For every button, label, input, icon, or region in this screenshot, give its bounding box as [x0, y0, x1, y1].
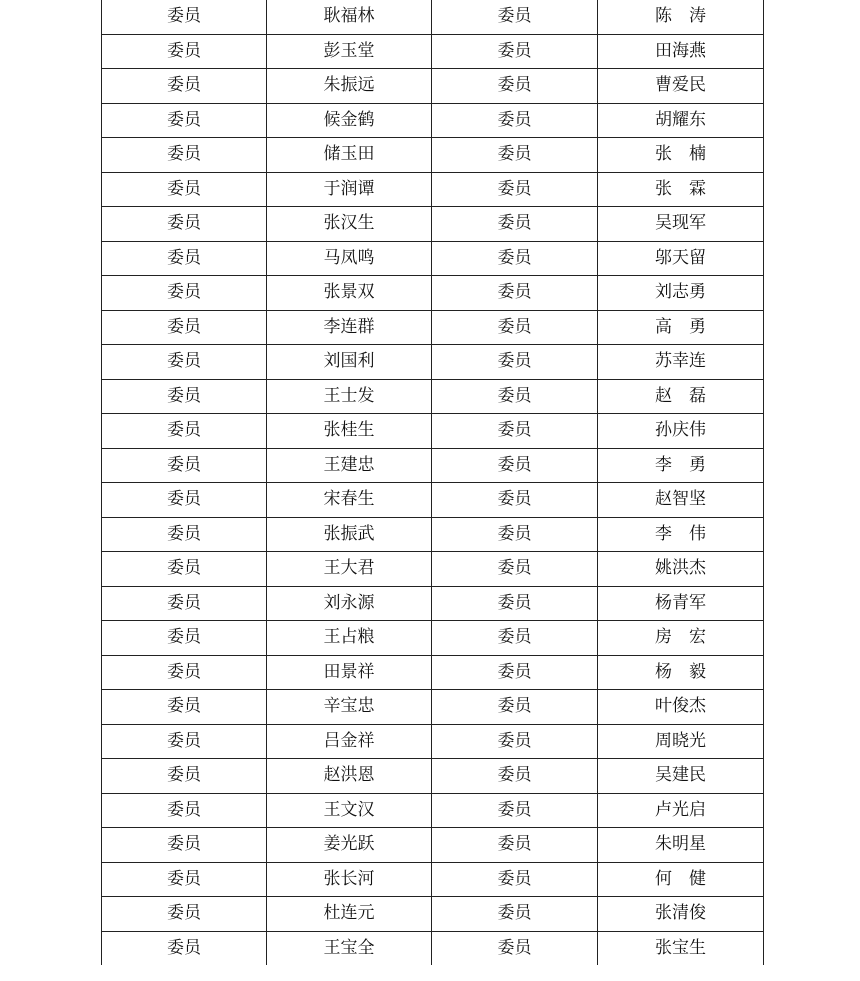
role-cell: 委员	[432, 345, 598, 380]
table-row	[102, 379, 764, 414]
member-name-cell: 张桂生	[267, 414, 432, 449]
member-name-cell: 周晓光	[598, 724, 764, 759]
member-name-cell: 杨青军	[598, 586, 764, 621]
role-cell: 委员	[102, 621, 267, 656]
member-name-cell: 何 健	[598, 862, 764, 897]
role-cell: 委员	[102, 931, 267, 965]
member-name-cell: 张振武	[267, 517, 432, 552]
member-name-cell: 姚洪杰	[598, 552, 764, 587]
table-row	[102, 172, 764, 207]
member-name-cell: 田海燕	[598, 34, 764, 69]
member-name-cell: 姜光跃	[267, 828, 432, 863]
role-cell: 委员	[102, 552, 267, 587]
member-name-cell: 吕金祥	[267, 724, 432, 759]
table-row	[102, 310, 764, 345]
member-name-cell: 张 霖	[598, 172, 764, 207]
table-row	[102, 897, 764, 932]
member-name-cell: 李连群	[267, 310, 432, 345]
member-name-cell: 李 勇	[598, 448, 764, 483]
member-name-cell: 刘永源	[267, 586, 432, 621]
role-cell: 委员	[432, 0, 598, 34]
member-name-cell: 张宝生	[598, 931, 764, 965]
member-name-cell: 田景祥	[267, 655, 432, 690]
role-cell: 委员	[102, 897, 267, 932]
member-name-cell: 赵 磊	[598, 379, 764, 414]
member-name-cell: 王宝全	[267, 931, 432, 965]
table-row	[102, 448, 764, 483]
table-row	[102, 207, 764, 242]
role-cell: 委员	[432, 241, 598, 276]
role-cell: 委员	[102, 586, 267, 621]
member-name-cell: 赵洪恩	[267, 759, 432, 794]
role-cell: 委员	[102, 379, 267, 414]
member-name-cell: 于润谭	[267, 172, 432, 207]
committee-roster-table	[101, 0, 764, 965]
role-cell: 委员	[432, 379, 598, 414]
table-row	[102, 241, 764, 276]
role-cell: 委员	[432, 34, 598, 69]
member-name-cell: 张长河	[267, 862, 432, 897]
member-name-cell: 储玉田	[267, 138, 432, 173]
member-name-cell: 王建忠	[267, 448, 432, 483]
table-row	[102, 276, 764, 311]
role-cell: 委员	[102, 414, 267, 449]
role-cell: 委员	[432, 586, 598, 621]
table-row	[102, 828, 764, 863]
table-row	[102, 69, 764, 104]
member-name-cell: 苏幸连	[598, 345, 764, 380]
member-name-cell: 张 楠	[598, 138, 764, 173]
role-cell: 委员	[102, 862, 267, 897]
table-row	[102, 552, 764, 587]
table-row	[102, 414, 764, 449]
role-cell: 委员	[102, 276, 267, 311]
role-cell: 委员	[102, 0, 267, 34]
role-cell: 委员	[432, 517, 598, 552]
role-cell: 委员	[432, 276, 598, 311]
member-name-cell: 王大君	[267, 552, 432, 587]
member-name-cell: 彭玉堂	[267, 34, 432, 69]
role-cell: 委员	[102, 724, 267, 759]
role-cell: 委员	[102, 759, 267, 794]
role-cell: 委员	[102, 655, 267, 690]
role-cell: 委员	[432, 207, 598, 242]
role-cell: 委员	[432, 310, 598, 345]
member-name-cell: 叶俊杰	[598, 690, 764, 725]
role-cell: 委员	[102, 345, 267, 380]
member-name-cell: 辛宝忠	[267, 690, 432, 725]
table-row	[102, 34, 764, 69]
role-cell: 委员	[432, 448, 598, 483]
member-name-cell: 胡耀东	[598, 103, 764, 138]
table-row	[102, 621, 764, 656]
member-name-cell: 朱明星	[598, 828, 764, 863]
table-row	[102, 586, 764, 621]
role-cell: 委员	[432, 103, 598, 138]
member-name-cell: 杜连元	[267, 897, 432, 932]
table-row	[102, 793, 764, 828]
member-name-cell: 吴现军	[598, 207, 764, 242]
table-row	[102, 759, 764, 794]
role-cell: 委员	[432, 690, 598, 725]
role-cell: 委员	[432, 897, 598, 932]
role-cell: 委员	[102, 241, 267, 276]
member-name-cell: 耿福林	[267, 0, 432, 34]
member-name-cell: 宋春生	[267, 483, 432, 518]
roster-body	[102, 0, 764, 965]
role-cell: 委员	[102, 138, 267, 173]
role-cell: 委员	[432, 483, 598, 518]
member-name-cell: 卢光启	[598, 793, 764, 828]
table-row	[102, 103, 764, 138]
role-cell: 委员	[102, 483, 267, 518]
role-cell: 委员	[432, 69, 598, 104]
table-row	[102, 138, 764, 173]
table-row	[102, 862, 764, 897]
table-row	[102, 517, 764, 552]
role-cell: 委员	[432, 931, 598, 965]
member-name-cell: 王士发	[267, 379, 432, 414]
member-name-cell: 张清俊	[598, 897, 764, 932]
role-cell: 委员	[432, 552, 598, 587]
role-cell: 委员	[102, 69, 267, 104]
role-cell: 委员	[102, 103, 267, 138]
role-cell: 委员	[102, 690, 267, 725]
member-name-cell: 陈 涛	[598, 0, 764, 34]
role-cell: 委员	[432, 414, 598, 449]
role-cell: 委员	[102, 310, 267, 345]
member-name-cell: 马凤鸣	[267, 241, 432, 276]
role-cell: 委员	[102, 34, 267, 69]
role-cell: 委员	[432, 138, 598, 173]
member-name-cell: 朱振远	[267, 69, 432, 104]
role-cell: 委员	[432, 655, 598, 690]
member-name-cell: 李 伟	[598, 517, 764, 552]
member-name-cell: 刘国利	[267, 345, 432, 380]
role-cell: 委员	[102, 448, 267, 483]
table-row	[102, 690, 764, 725]
role-cell: 委员	[432, 724, 598, 759]
member-name-cell: 刘志勇	[598, 276, 764, 311]
role-cell: 委员	[432, 862, 598, 897]
table-row	[102, 724, 764, 759]
member-name-cell: 候金鹤	[267, 103, 432, 138]
role-cell: 委员	[102, 793, 267, 828]
member-name-cell: 王占粮	[267, 621, 432, 656]
table-row	[102, 655, 764, 690]
role-cell: 委员	[432, 828, 598, 863]
member-name-cell: 邬天留	[598, 241, 764, 276]
role-cell: 委员	[102, 207, 267, 242]
role-cell: 委员	[102, 828, 267, 863]
role-cell: 委员	[432, 793, 598, 828]
role-cell: 委员	[432, 172, 598, 207]
roster-page	[101, 0, 763, 965]
member-name-cell: 王文汉	[267, 793, 432, 828]
role-cell: 委员	[432, 621, 598, 656]
member-name-cell: 杨 毅	[598, 655, 764, 690]
member-name-cell: 张景双	[267, 276, 432, 311]
member-name-cell: 吴建民	[598, 759, 764, 794]
member-name-cell: 曹爱民	[598, 69, 764, 104]
member-name-cell: 赵智坚	[598, 483, 764, 518]
role-cell: 委员	[432, 759, 598, 794]
table-row	[102, 483, 764, 518]
member-name-cell: 房 宏	[598, 621, 764, 656]
member-name-cell: 张汉生	[267, 207, 432, 242]
role-cell: 委员	[102, 172, 267, 207]
member-name-cell: 孙庆伟	[598, 414, 764, 449]
member-name-cell: 高 勇	[598, 310, 764, 345]
table-row	[102, 345, 764, 380]
role-cell: 委员	[102, 517, 267, 552]
table-row	[102, 0, 764, 34]
table-row	[102, 931, 764, 965]
